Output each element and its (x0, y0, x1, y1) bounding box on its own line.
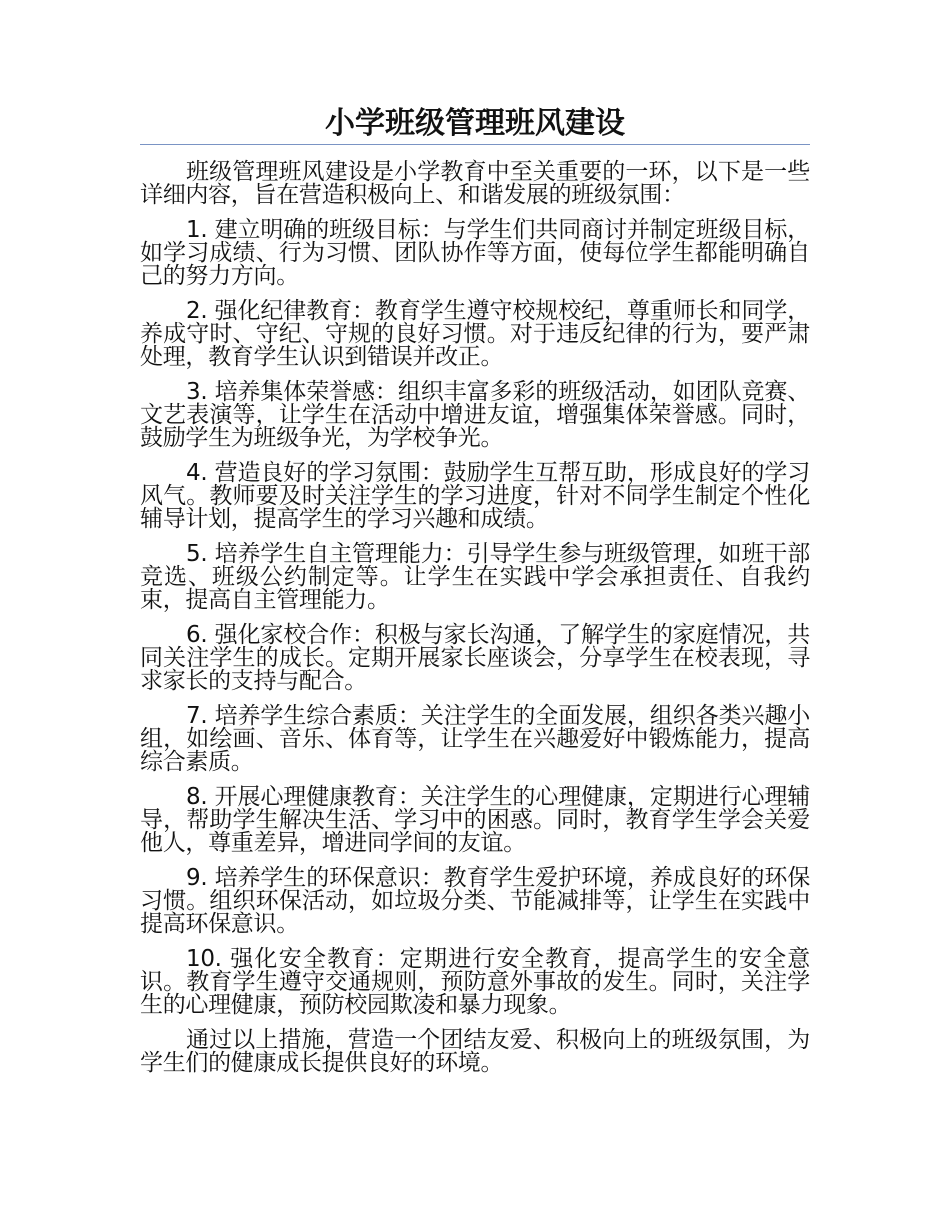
list-item: 5. 培养学生自主管理能力：引导学生参与班级管理，如班干部竞选、班级公约制定等。让学生在实践中学会承担责任、自我约束，提高自主管理能力。 (140, 541, 810, 613)
list-item: 3. 培养集体荣誉感：组织丰富多彩的班级活动，如团队竞赛、文艺表演等，让学生在活动中增进友谊，增强集体荣誉感。同时，鼓励学生为班级争光，为学校争光。 (140, 379, 810, 451)
list-item: 8. 开展心理健康教育：关注学生的心理健康，定期进行心理辅导，帮助学生解决生活、学习中的困惑。同时，教育学生学会关爱他人，尊重差异，增进同学间的友谊。 (140, 784, 810, 856)
list-item: 6. 强化家校合作：积极与家长沟通，了解学生的家庭情况，共同关注学生的成长。定期开展家长座谈会，分享学生在校表现，寻求家长的支持与配合。 (140, 622, 810, 694)
list-item: 4. 营造良好的学习氛围：鼓励学生互帮互助，形成良好的学习风气。教师要及时关注学生的学习进度，针对不同学生制定个性化辅导计划，提高学生的学习兴趣和成绩。 (140, 460, 810, 532)
document-title: 小学班级管理班风建设 (325, 106, 625, 141)
list-item: 1. 建立明确的班级目标：与学生们共同商讨并制定班级目标，如学习成绩、行为习惯、团队协作等方面，使每位学生都能明确自己的努力方向。 (140, 217, 810, 289)
document-page (140, 100, 810, 1087)
list-item: 10. 强化安全教育：定期进行安全教育，提高学生的安全意识。教育学生遵守交通规则，预防意外事故的发生。同时，关注学生的心理健康，预防校园欺凌和暴力现象。 (140, 946, 810, 1018)
title-underline (140, 144, 810, 145)
list-item: 9. 培养学生的环保意识：教育学生爱护环境，养成良好的环保习惯。组织环保活动，如垃圾分类、节能减排等，让学生在实践中提高环保意识。 (140, 865, 810, 937)
list-item: 2. 强化纪律教育：教育学生遵守校规校纪，尊重师长和同学，养成守时、守纪、守规的良好习惯。对于违反纪律的行为，要严肃处理，教育学生认识到错误并改正。 (140, 298, 810, 370)
list-item: 7. 培养学生综合素质：关注学生的全面发展，组织各类兴趣小组，如绘画、音乐、体育等，让学生在兴趣爱好中锻炼能力，提高综合素质。 (140, 703, 810, 775)
intro-paragraph: 班级管理班风建设是小学教育中至关重要的一环，以下是一些详细内容，旨在营造积极向上、和谐发展的班级氛围： (140, 159, 810, 208)
conclusion-paragraph: 通过以上措施，营造一个团结友爱、积极向上的班级氛围，为学生们的健康成长提供良好的环境。 (140, 1027, 810, 1076)
